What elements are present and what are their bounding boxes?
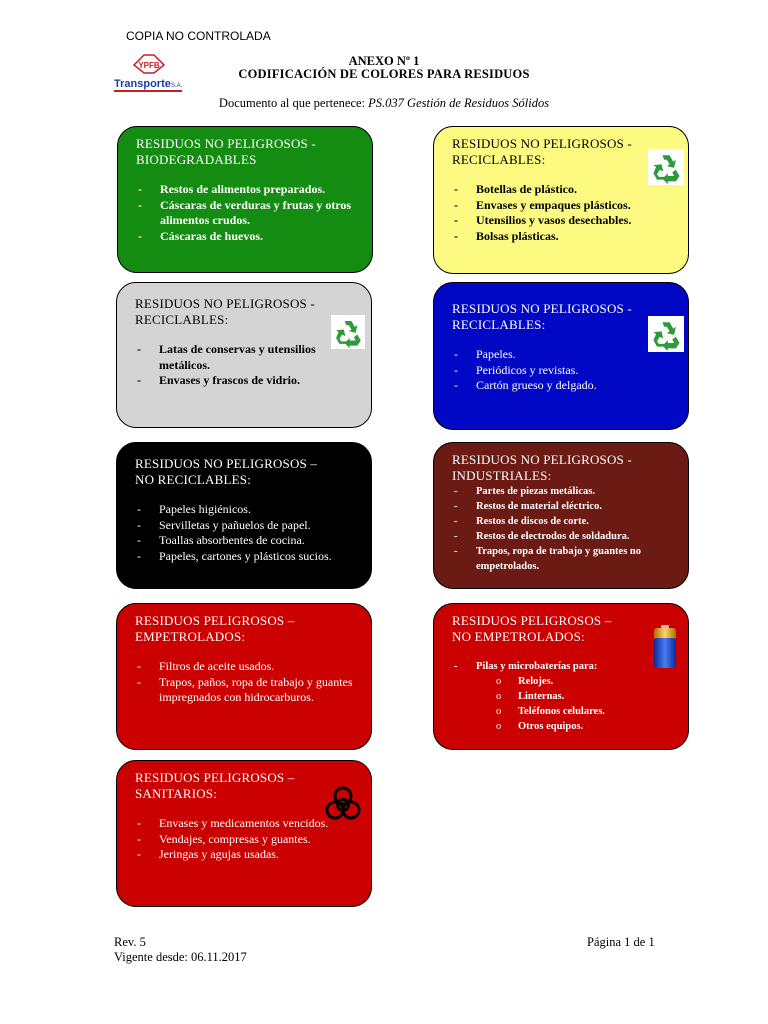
list-item: - Papeles higiénicos. xyxy=(135,502,357,518)
list-item: - Latas de conservas y utensilios metálicos. xyxy=(135,342,357,373)
list-item: - Trapos, paños, ropa de trabajo y guantes impregnados con hidrocarburos. xyxy=(135,675,357,706)
card-title xyxy=(136,136,358,168)
card-non-recyclable xyxy=(116,442,372,589)
list-item: - Restos de discos de corte. xyxy=(452,514,674,529)
card-items xyxy=(452,347,674,394)
list-item: - Envases y medicamentos vencidos. xyxy=(135,816,357,832)
card-items xyxy=(452,659,674,674)
recycle-icon xyxy=(648,149,684,185)
card-items xyxy=(135,502,357,564)
list-item: - Papeles, cartones y plásticos sucios. xyxy=(135,549,357,565)
list-item: - Trapos, ropa de trabajo y guantes no empetrolados. xyxy=(452,544,674,574)
card-title-line2: RECICLABLES: xyxy=(452,317,546,332)
list-item: - Bolsas plásticas. xyxy=(452,229,674,245)
card-items xyxy=(136,182,358,244)
card-title-line2: INDUSTRIALES: xyxy=(452,468,552,483)
list-item: - Botellas de plástico. xyxy=(452,182,674,198)
card-biodegradable xyxy=(117,126,373,273)
uncontrolled-copy-label: COPIA NO CONTROLADA xyxy=(126,29,271,43)
list-item: - Restos de material eléctrico. xyxy=(452,499,674,514)
list-item: - Restos de electrodos de soldadura. xyxy=(452,529,674,544)
card-title-line2: SANITARIOS: xyxy=(135,786,218,801)
card-title-line2: RECICLABLES: xyxy=(452,152,546,167)
card-subitems xyxy=(494,674,674,734)
svg-text:Transporte: Transporte xyxy=(114,78,171,90)
annex-number: ANEXO Nº 1 xyxy=(348,54,420,68)
document-reference-prefix: Documento al que pertenece: xyxy=(218,96,369,110)
card-title-line1: RESIDUOS NO PELIGROSOS - xyxy=(136,136,316,151)
card-title-line2: BIODEGRADABLES xyxy=(136,152,257,167)
list-item: - Servilletas y pañuelos de papel. xyxy=(135,518,357,534)
card-hazardous-non-oily xyxy=(433,603,689,750)
card-items xyxy=(135,816,357,863)
card-items xyxy=(452,182,674,244)
card-title-line1: RESIDUOS NO PELIGROSOS - xyxy=(452,301,632,316)
card-metal-glass-recyclable xyxy=(116,282,372,428)
list-item: - Cáscaras de verduras y frutas y otros alimentos crudos. xyxy=(136,198,358,229)
card-title xyxy=(452,452,674,484)
list-item: - Utensilios y vasos desechables. xyxy=(452,213,674,229)
list-item: - Toallas absorbentes de cocina. xyxy=(135,533,357,549)
list-item: - Envases y empaques plásticos. xyxy=(452,198,674,214)
list-item: - Papeles. xyxy=(452,347,674,363)
list-item: - Restos de alimentos preparados. xyxy=(136,182,358,198)
card-title-line1: RESIDUOS PELIGROSOS – xyxy=(135,770,295,785)
card-items xyxy=(135,659,357,706)
list-item: - Partes de piezas metálicas. xyxy=(452,484,674,499)
card-title xyxy=(135,456,357,488)
card-title-line1: RESIDUOS PELIGROSOS – xyxy=(452,613,612,628)
list-item: - Vendajes, compresas y guantes. xyxy=(135,832,357,848)
card-title-line1: RESIDUOS NO PELIGROSOS – xyxy=(135,456,318,471)
list-item: - Jeringas y agujas usadas. xyxy=(135,847,357,863)
document-reference-link: PS.037 Gestión de Residuos Sólidos xyxy=(368,96,550,110)
card-items xyxy=(135,342,357,389)
card-items xyxy=(452,484,674,574)
card-plastic-recyclable xyxy=(433,126,689,274)
svg-text:S.A.: S.A. xyxy=(171,83,183,89)
card-title-line1: RESIDUOS PELIGROSOS – xyxy=(135,613,295,628)
effective-date: Vigente desde: 06.11.2017 xyxy=(114,950,247,964)
list-item: - Pilas y microbaterías para: xyxy=(452,659,674,674)
page-number: Página 1 de 1 xyxy=(587,935,655,949)
revision-number: Rev. 5 xyxy=(114,935,146,949)
card-industrial xyxy=(433,442,689,589)
list-item: - Cáscaras de huevos. xyxy=(136,229,358,245)
card-hazardous-sanitary xyxy=(116,760,372,907)
document-title: CODIFICACIÓN DE COLORES PARA RESIDUOS xyxy=(238,67,530,81)
list-subitem: o Relojes. xyxy=(494,674,674,689)
footer-revision xyxy=(114,935,247,965)
list-item: - Filtros de aceite usados. xyxy=(135,659,357,675)
card-title xyxy=(452,301,674,333)
list-item: - Envases y frascos de vidrio. xyxy=(135,373,357,389)
list-subitem: o Teléfonos celulares. xyxy=(494,704,674,719)
card-title xyxy=(135,613,357,645)
card-title xyxy=(135,296,357,328)
card-title xyxy=(452,136,674,168)
list-subitem: o Otros equipos. xyxy=(494,719,674,734)
card-title-line1: RESIDUOS NO PELIGROSOS - xyxy=(452,452,632,467)
card-title-line2: RECICLABLES: xyxy=(135,312,229,327)
card-title-line2: EMPETROLADOS: xyxy=(135,629,246,644)
list-item: - Cartón grueso y delgado. xyxy=(452,378,674,394)
card-title-line2: NO EMPETROLADOS: xyxy=(452,629,585,644)
card-title-line1: RESIDUOS NO PELIGROSOS - xyxy=(452,136,632,151)
document-reference-line xyxy=(0,96,768,111)
list-subitem: o Linternas. xyxy=(494,689,674,704)
card-title xyxy=(452,613,674,645)
card-title-line2: NO RECICLABLES: xyxy=(135,472,252,487)
card-hazardous-oily xyxy=(116,603,372,750)
card-title-line1: RESIDUOS NO PELIGROSOS - xyxy=(135,296,315,311)
card-paper-recyclable xyxy=(433,282,689,430)
svg-text:YPFB: YPFB xyxy=(138,61,160,70)
list-item: - Periódicos y revistas. xyxy=(452,363,674,379)
